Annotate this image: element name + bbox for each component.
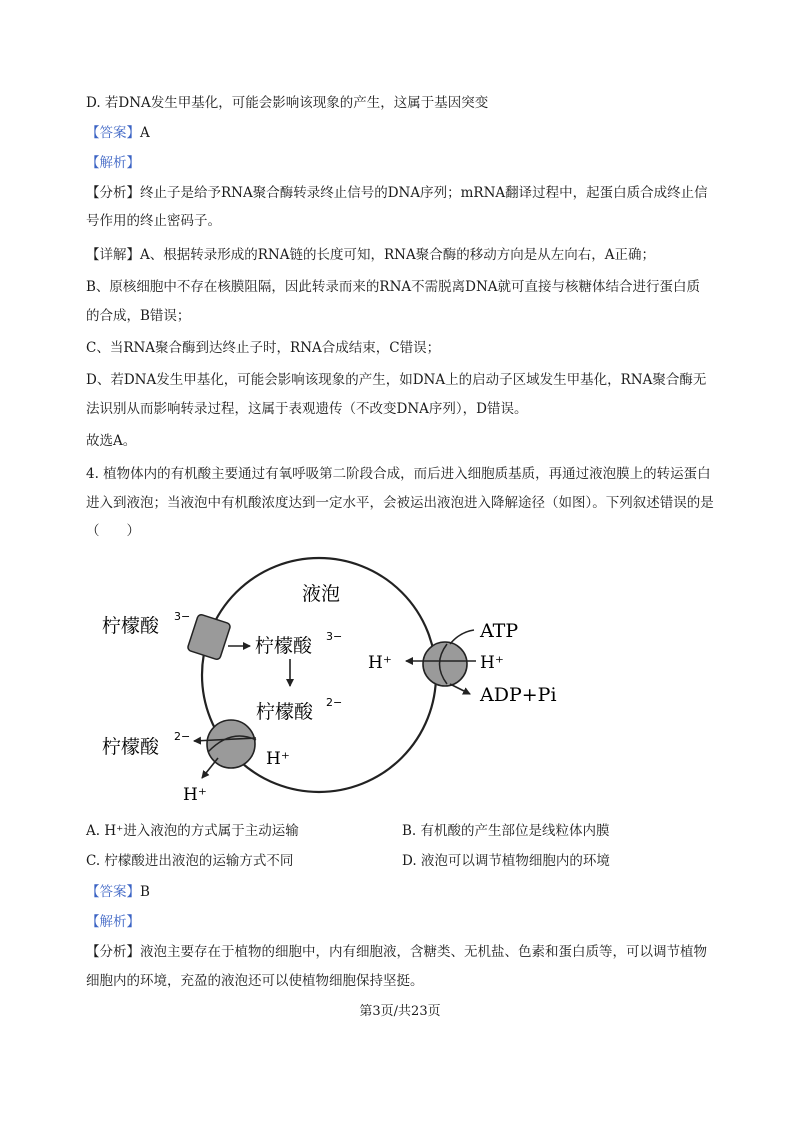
- question-4-line-1: 4. 植物体内的有机酸主要通过有氧呼吸第二阶段合成，而后进入细胞质基质，再通过液泡膜上的转运蛋白: [86, 466, 711, 482]
- h-inside-right: H⁺: [368, 653, 392, 673]
- fenxi-2-line-1: 【分析】液泡主要存在于植物的细胞中，内有细胞液，含糖类、无机盐、色素和蛋白质等，可以调节植物: [86, 944, 707, 960]
- h-outside-bottom: H⁺: [183, 785, 207, 804]
- option-c: C. 柠檬酸进出液泡的运输方式不同: [86, 853, 294, 869]
- citrate-inside-2: 柠檬酸: [256, 701, 314, 723]
- analysis-heading-1: 【解析】: [86, 155, 140, 171]
- citrate-outside-bottom: 柠檬酸: [102, 736, 160, 758]
- h-outside-right: H⁺: [480, 653, 504, 673]
- fenxi-2-line-2: 细胞内的环境，充盈的液泡还可以使植物细胞保持坚挺。: [86, 973, 424, 989]
- fenxi-1-line-1: 【分析】终止子是给予RNA聚合酶转录终止信号的DNA序列；mRNA翻译过程中，起蛋白质合成终止信: [86, 185, 708, 201]
- answer-label: 【答案】: [86, 125, 140, 141]
- analysis-heading-2: 【解析】: [86, 914, 140, 930]
- xiangjie-line-c: C、当RNA聚合酶到达终止子时，RNA合成结束，C错误；: [86, 340, 441, 356]
- answer-value: B: [140, 884, 150, 900]
- atp-input-curve: [450, 630, 474, 644]
- xiangjie-line-a: 【详解】A、根据转录形成的RNA链的长度可知，RNA聚合酶的移动方向是从左向右，A正确；: [86, 247, 655, 263]
- citrate-inside-1: 柠檬酸: [255, 635, 313, 657]
- citrate-inside-1-charge: 3−: [326, 630, 343, 643]
- fenxi-1-line-2: 号作用的终止密码子。: [86, 213, 221, 229]
- citrate-outside-top-charge: 3−: [174, 610, 191, 623]
- question-4-line-3: （ ）: [86, 523, 140, 539]
- answer-value: A: [140, 125, 150, 141]
- h-atpase-pump: [423, 642, 467, 686]
- citrate-inside-2-charge: 2−: [326, 696, 343, 709]
- adp-output-arrow: [450, 684, 470, 694]
- xiangjie-line-d2: 法识别从而影响转录过程，这属于表观遗传（不改变DNA序列），D错误。: [86, 401, 528, 417]
- adp-pi-label: ADP+Pi: [480, 684, 557, 706]
- option-b: B. 有机酸的产生部位是线粒体内膜: [402, 823, 610, 839]
- citrate-outside-top: 柠檬酸: [102, 615, 160, 637]
- citrate-transporter: [187, 614, 231, 661]
- question-4-line-2: 进入到液泡；当液泡中有机酸浓度达到一定水平，会被运出液泡进入降解途径（如图）。下列叙述错误的是: [86, 495, 714, 511]
- h-inside-bottom: H⁺: [266, 749, 290, 769]
- option-a: A. H⁺进入液泡的方式属于主动运输: [86, 823, 299, 839]
- atp-label: ATP: [480, 620, 519, 642]
- conclusion-1: 故选A。: [86, 433, 137, 449]
- page-footer: 第3页/共23页: [359, 1004, 441, 1019]
- answer-2: [86, 883, 150, 901]
- q3-option-d: D. 若DNA发生甲基化，可能会影响该现象的产生，这属于基因突变: [86, 95, 489, 111]
- vacuole-label: 液泡: [302, 583, 341, 605]
- xiangjie-line-b2: 的合成，B错误；: [86, 308, 191, 324]
- option-d: D. 液泡可以调节植物细胞内的环境: [402, 853, 610, 869]
- citrate-h-antiporter: [207, 720, 255, 768]
- citrate-outside-bottom-charge: 2−: [174, 730, 191, 743]
- vacuole-transport-diagram: [86, 548, 606, 804]
- xiangjie-line-b1: B、原核细胞中不存在核膜阻隔，因此转录而来的RNA不需脱离DNA就可直接与核糖体结合进行蛋白质: [86, 279, 701, 295]
- answer-1: [86, 124, 150, 142]
- h-efflux-arrow: [202, 758, 218, 778]
- xiangjie-line-d1: D、若DNA发生甲基化，可能会影响该现象的产生，如DNA上的启动子区域发生甲基化，RNA聚合酶无: [86, 372, 707, 388]
- answer-label: 【答案】: [86, 884, 140, 900]
